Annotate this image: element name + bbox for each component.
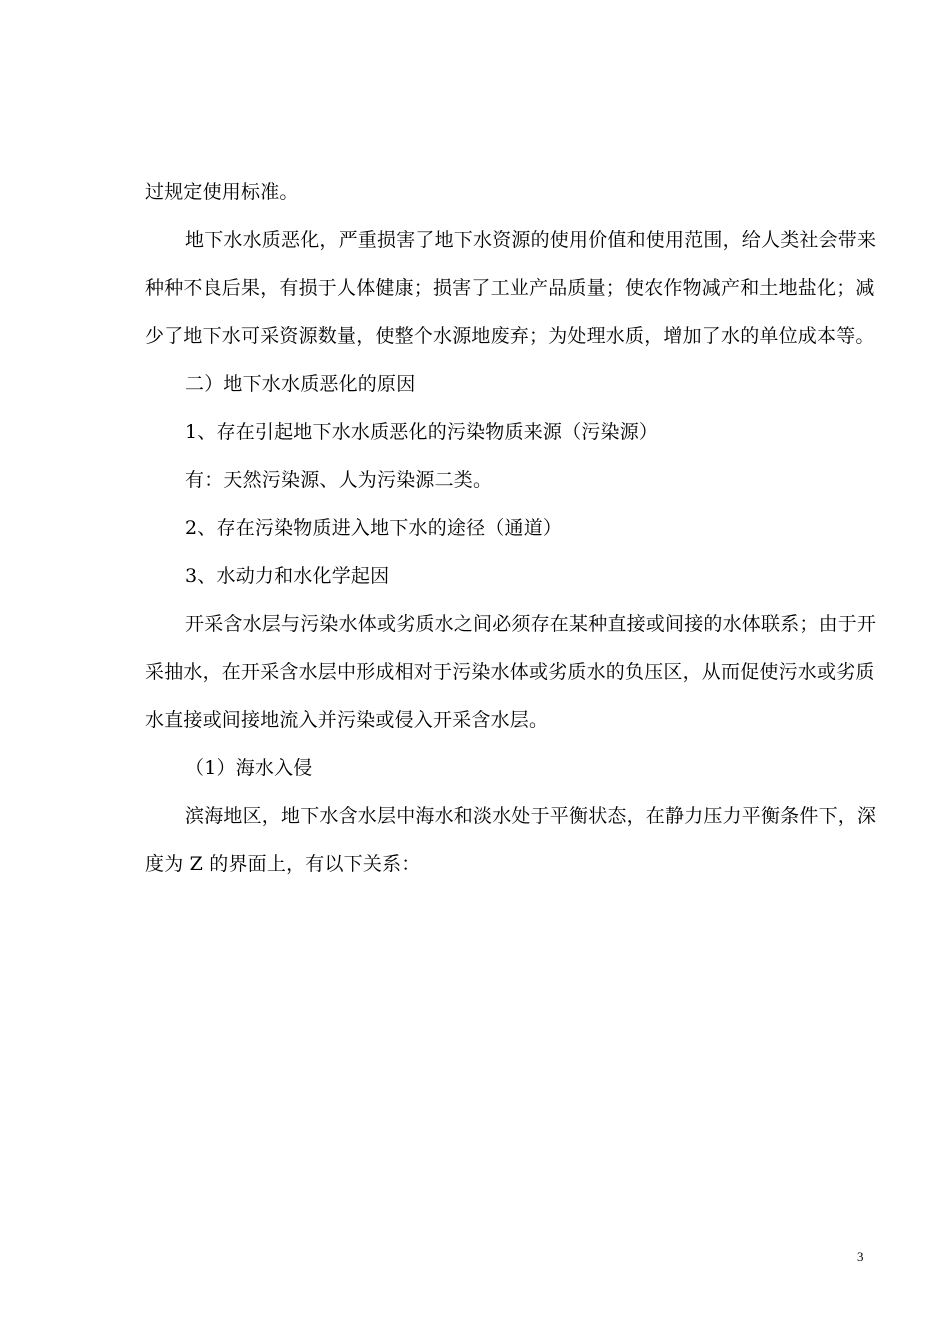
paragraph-line: 开采含水层与污染水体或劣质水之间必须存在某种直接或间接的水体联系；由于开 (185, 613, 877, 635)
paragraph-line: 度为 Z 的界面上，有以下关系： (145, 853, 421, 875)
paragraph-line: 地下水水质恶化，严重损害了地下水资源的使用价值和使用范围，给人类社会带来 (185, 229, 877, 251)
subheading-pollution-source: 1、存在引起地下水水质恶化的污染物质来源（污染源） (185, 421, 659, 443)
paragraph-continuation-line: 过规定使用标准。 (145, 181, 299, 203)
paragraph-line: 少了地下水可采资源数量，使整个水源地废弃；为处理水质，增加了水的单位成本等。 (145, 325, 875, 347)
paragraph-line: 有：天然污染源、人为污染源二类。 (185, 469, 493, 491)
paragraph-line: 滨海地区，地下水含水层中海水和淡水处于平衡状态，在静力压力平衡条件下，深 (185, 805, 877, 827)
paragraph-line: 种种不良后果，有损于人体健康；损害了工业产品质量；使农作物减产和土地盐化；减 (145, 277, 875, 299)
subheading-causes: 3、水动力和水化学起因 (185, 565, 390, 587)
paragraph-line: 采抽水，在开采含水层中形成相对于污染水体或劣质水的负压区，从而促使污水或劣质 (145, 661, 875, 683)
body-text (145, 168, 877, 888)
subheading-pathway: 2、存在污染物质进入地下水的途径（通道） (185, 517, 563, 539)
section-heading: 二）地下水水质恶化的原因 (185, 373, 416, 395)
subheading-seawater-intrusion: （1）海水入侵 (185, 757, 313, 779)
page-number: 3 (857, 1249, 864, 1264)
paragraph-line: 水直接或间接地流入并污染或侵入开采含水层。 (145, 709, 549, 731)
